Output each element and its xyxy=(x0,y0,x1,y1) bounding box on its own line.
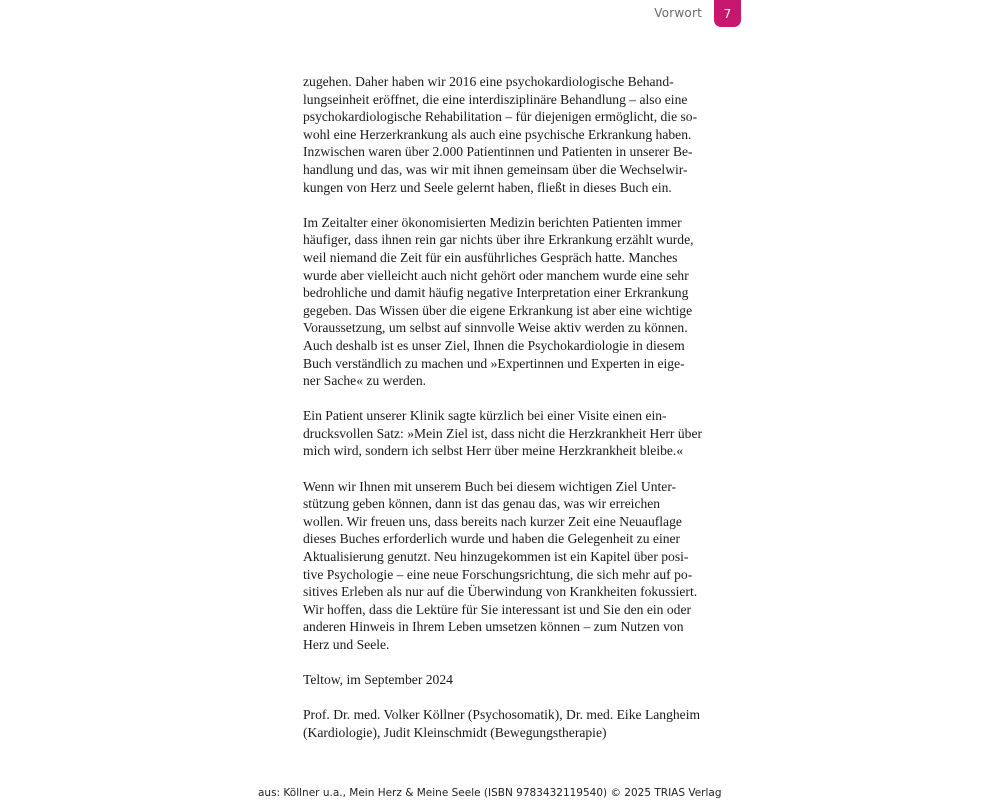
page-number: 7 xyxy=(723,6,732,21)
source-citation-footer: aus: Köllner u.a., Mein Herz & Meine Seele (ISBN 9783432119540) © 2025 TRIAS Verlag xyxy=(258,787,722,799)
paragraph-1: zugehen. Daher haben wir 2016 eine psychokardiologische Behand- lungseinheit eröffnet, die eine interdisziplinäre Behandlung – also eine psychokardiologische Rehabilitation – für diejenigen ermöglicht, die so- wohl eine Herzerkrankung als auch eine psychische Erkrankung haben. Inzwischen waren über 2.000 Patientinnen und Patienten in unserer Be- handlung und das, was wir mit ihnen gemeinsam über die Wechselwir- kungen von Herz und Seele gelernt haben, fließt in dieses Buch ein. xyxy=(303,74,698,195)
place-date-line: Teltow, im September 2024 xyxy=(303,672,453,688)
page-number-badge xyxy=(714,0,741,27)
paragraph-4: Wenn wir Ihnen mit unserem Buch bei diesem wichtigen Ziel Unter- stützung geben können, dann ist das genau das, was wir erreichen wollen. Wir freuen uns, dass bereits nach kurzer Zeit eine Neuauflage dieses Buches erforderlich wurde und haben die Gelegenheit zu einer Aktualisierung genutzt. Neu hinzugekommen ist ein Kapitel über posi- tive Psychologie – eine neue Forschungsrichtung, die sich mehr auf po- sitives Erleben als nur auf die Überwindung von Krankheiten fokussiert. Wir hoffen, dass die Lektüre für Sie interessant ist und Sie den ein oder anderen Hinweis in Ihrem Leben umsetzen können – zum Nutzen von Herz und Seele. xyxy=(303,478,698,652)
authors-signature: Prof. Dr. med. Volker Köllner (Psychosomatik), Dr. med. Eike Langheim (Kardiologie), Judit Kleinschmidt (Bewegungstherapie) xyxy=(303,707,701,740)
preface-body xyxy=(303,73,703,742)
paragraph-2: Im Zeitalter einer ökonomisierten Medizin berichten Patienten immer häufiger, dass ihnen rein gar nichts über ihre Erkrankung erzählt wurde, weil niemand die Zeit für ein ausführliches Gespräch hatte. Manches wurde aber vielleicht auch nicht gehört oder manchem wurde eine sehr bedrohliche und damit häufig negative Interpretation einer Erkrankung gegeben. Das Wissen über die eigene Erkrankung ist aber eine wichtige Voraussetzung, um selbst auf sinnvolle Weise aktiv werden zu können. Auch deshalb ist es unser Ziel, Ihnen die Psychokardiologie in diesem Buch verständlich zu machen und »Expertinnen und Experten in eige- ner Sache« zu werden. xyxy=(303,214,694,389)
paragraph-3: Ein Patient unserer Klinik sagte kürzlich bei einer Visite einen ein- drucksvollen Satz: »Mein Ziel ist, dass nicht die Herzkrankheit Herr über mich wird, sondern ich selbst Herr über meine Herzkrankheit bleibe.« xyxy=(303,408,703,459)
running-header-section-title: Vorwort xyxy=(654,6,702,20)
